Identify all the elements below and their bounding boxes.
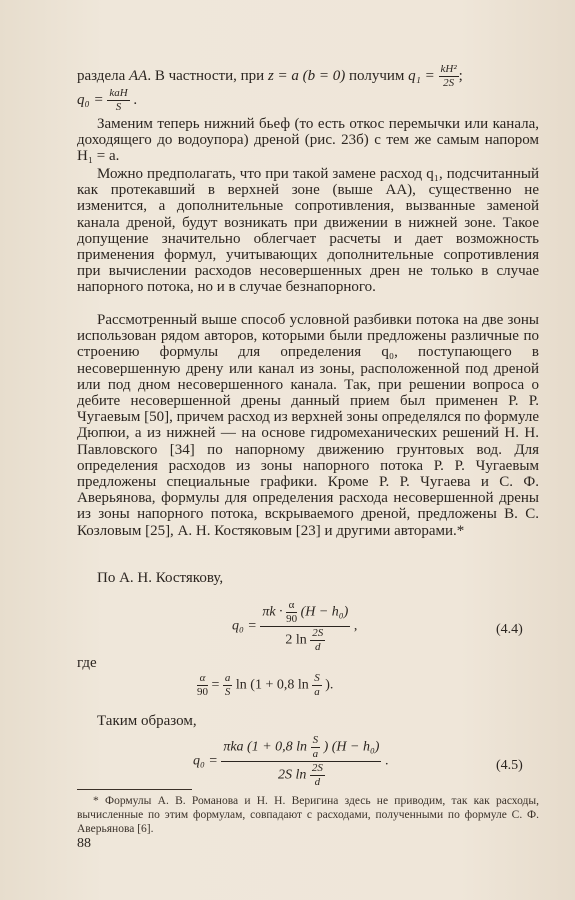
paragraph-6: Таким образом, xyxy=(97,713,197,729)
formula-q0-line: q₀ = $\frac{\text{kaH}}{S}$ . xyxy=(77,87,138,113)
equation-alpha: $\frac{\alpha}{90}$ = $\frac{a}{S}$ ln (1 + 0,8 ln $\frac{S}{a}$ ). xyxy=(197,672,334,698)
paragraph-5: По А. Н. Костякову, xyxy=(97,570,224,586)
footnote-divider xyxy=(77,789,192,790)
equation-4-4-fraction: πk · $\frac{\alpha}{90}$ (H − h₀) 2 ln $\frac{2S}{d}$ xyxy=(262,599,349,653)
formula-q1-lhs: q₁ = xyxy=(408,67,435,84)
text-run: z = a (b = 0) xyxy=(267,67,346,84)
formula-q1-fraction: $\frac{\text{kH²}}{2S}$ xyxy=(440,63,457,89)
equation-number-4-5: (4.5) xyxy=(496,758,523,773)
text-run: получим xyxy=(345,67,409,84)
footnote: * Формулы А. В. Романова и Н. Н. Веригина здесь не приводим, так как расходы, вычисленные по этим формулам, совпадают с расходами, полученными по формуле С. Ф. Аверьянова [6]. xyxy=(77,795,539,835)
equation-4-5: q₀ = πka (1 + 0,8 ln $\frac{S}{a}$ ) (H − h₀) 2S ln $\frac{2S}{d}$ . xyxy=(193,734,389,788)
text-run: . В частности, при xyxy=(147,67,268,84)
page-number: 88 xyxy=(77,836,91,851)
equation-4-5-fraction: πka (1 + 0,8 ln $\frac{S}{a}$ ) (H − h₀) 2S ln $\frac{2S}{d}$ xyxy=(223,734,380,788)
formula-q0-fraction: $\frac{\text{kaH}}{S}$ xyxy=(109,87,128,113)
where-label: где xyxy=(77,655,97,671)
paragraph-intro: раздела АА. В частности, при z = a (b = 0) получим q₁ = $\frac{\text{kH²}}{2S}$ ; xyxy=(77,63,463,89)
text-run: АА xyxy=(129,67,148,84)
formula-q0-lhs: q₀ = xyxy=(77,91,104,108)
paragraph-2: Заменим теперь нижний бьеф (то есть откос перемычки или канала, доходящего до водоупора) дреной (рис. 23б) с тем же самым напором H₁ = a. xyxy=(77,116,539,165)
equation-number-4-4: (4.4) xyxy=(496,622,523,637)
paragraph-3: Можно предполагать, что при такой замене расход q₁, подсчитанный как протекавший в верхней зоне (выше АА), существенно не изменится, а дополнительные сопротивления, вызванные заменой канала дреной, будут возникать при движении в нижней зоне. Такое допущение значительно облегчает расчеты и дает возможность применения формул, учитывающих дополнительные сопротивления при вычислении расходов несовершенных дрен не только в случае напорного потока, но и в случае безнапорного. xyxy=(77,166,539,296)
equation-4-4: q₀ = πk · $\frac{\alpha}{90}$ (H − h₀) 2 ln $\frac{2S}{d}$ , xyxy=(232,599,358,653)
text-run: раздела xyxy=(77,67,129,84)
paragraph-4: Рассмотренный выше способ условной разбивки потока на две зоны использован рядом авторов, которыми были предложены различные по строению формулы для определения q₀, поступающего в несовершенную дрену или канал из зоны, расположенной под дреной или под дном несовершенного канала. Так, при решении вопроса о дебите несовершенной дрены данный прием был применен Р. Р. Чугаевым [50], причем расход из верхней зоны определялся по формуле Дюпюи, а из нижней — на основе гидромеханических решений Н. Н. Павловского [34] по напорному движению грунтовых вод. Для определения расходов из зоны напорного потока Р. Р. Чугаевым предложены специальные графики. Кроме Р. Р. Чугаева и С. Ф. Аверьянова, формулы для определения расхода несовершенной дрены из зоны напорного потока, вскрываемого дреной, предложены В. С. Козловым [25], А. Н. Костяковым [23] и другими авторами.* xyxy=(77,312,539,539)
